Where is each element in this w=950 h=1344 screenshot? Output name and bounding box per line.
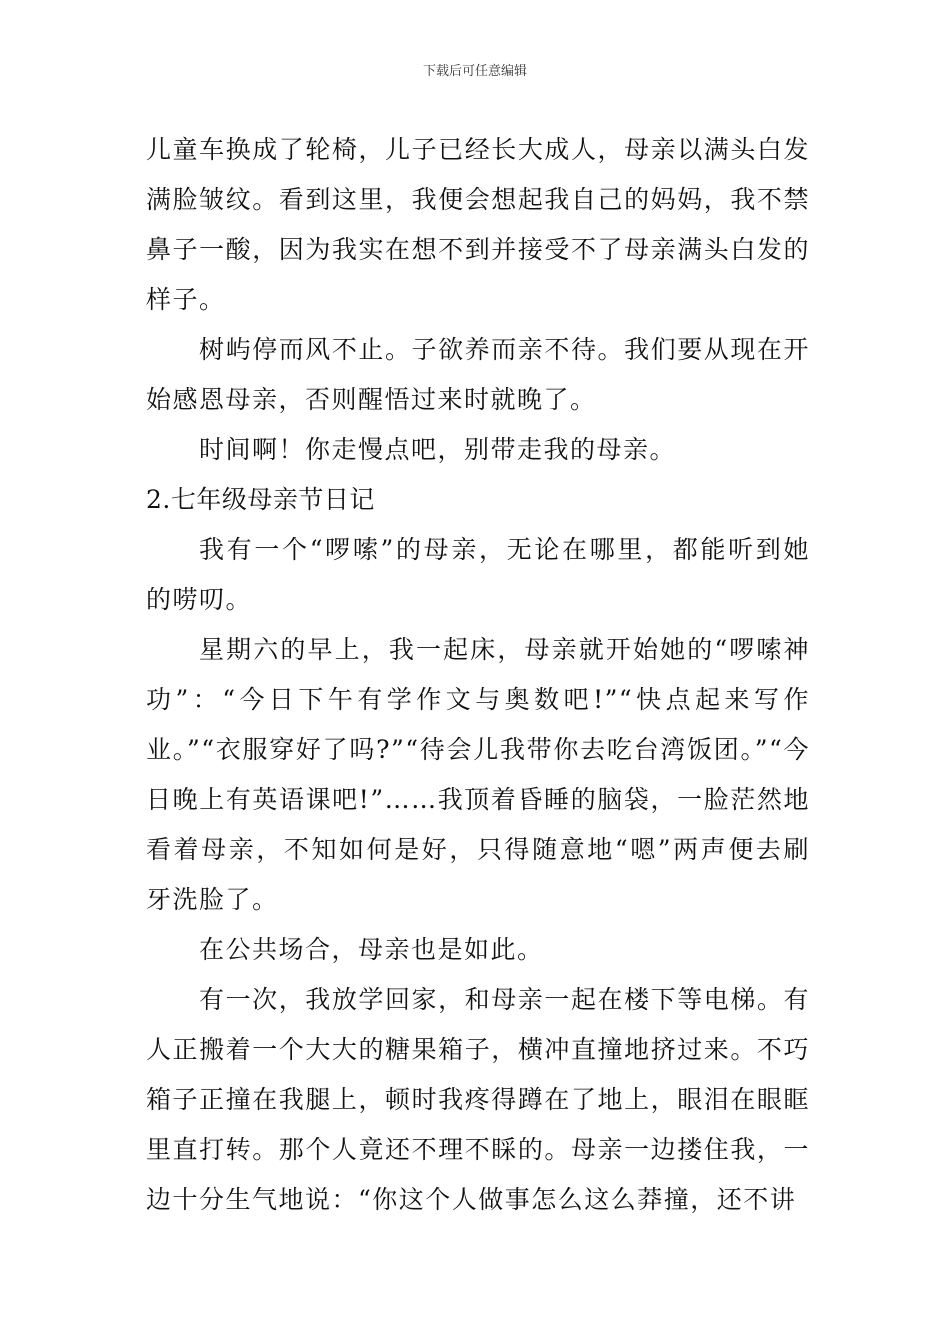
- paragraph: 有一次，我放学回家，和母亲一起在楼下等电梯。有人正搬着一个大大的糖果箱子，横冲直撞地挤过来。不巧箱子正撞在我腿上，顿时我疼得蹲在了地上，眼泪在眼眶里直打转。那个人竟还不理不睬的。母亲一边搂住我，一边十分生气地说：“你这个人做事怎么这么莽撞，还不讲: [146, 985, 810, 1214]
- paragraph: 星期六的早上，我一起床，母亲就开始她的“啰嗦神功”：“今日下午有学作文与奥数吧!”“快点起来写作业。”“衣服穿好了吗?”“待会儿我带你去吃台湾饭团。”“今日晚上有英语课吧!”……我顶着昏睡的脑袋，一脸茫然地看着母亲，不知如何是好，只得随意地“嗯”两声便去刷牙洗脸了。: [146, 635, 810, 914]
- page-header: 下载后可任意编辑: [422, 64, 527, 79]
- paragraph: 时间啊！你走慢点吧，别带走我的母亲。: [199, 435, 677, 464]
- document-body: [146, 125, 810, 1225]
- paragraph: 树屿停而风不止。子欲养而亲不待。我们要从现在开始感恩母亲，否则醒悟过来时就晚了。: [146, 335, 810, 414]
- paragraph-continuation: 儿童车换成了轮椅，儿子已经长大成人，母亲以满头白发满脸皱纹。看到这里，我便会想起我自己的妈妈，我不禁鼻子一酸，因为我实在想不到并接受不了母亲满头白发的样子。: [146, 135, 810, 314]
- section-heading: 2.七年级母亲节日记: [146, 485, 375, 514]
- paragraph: 我有一个“啰嗦”的母亲，无论在哪里，都能听到她的唠叨。: [146, 535, 810, 614]
- paragraph: 在公共场合，母亲也是如此。: [199, 935, 544, 964]
